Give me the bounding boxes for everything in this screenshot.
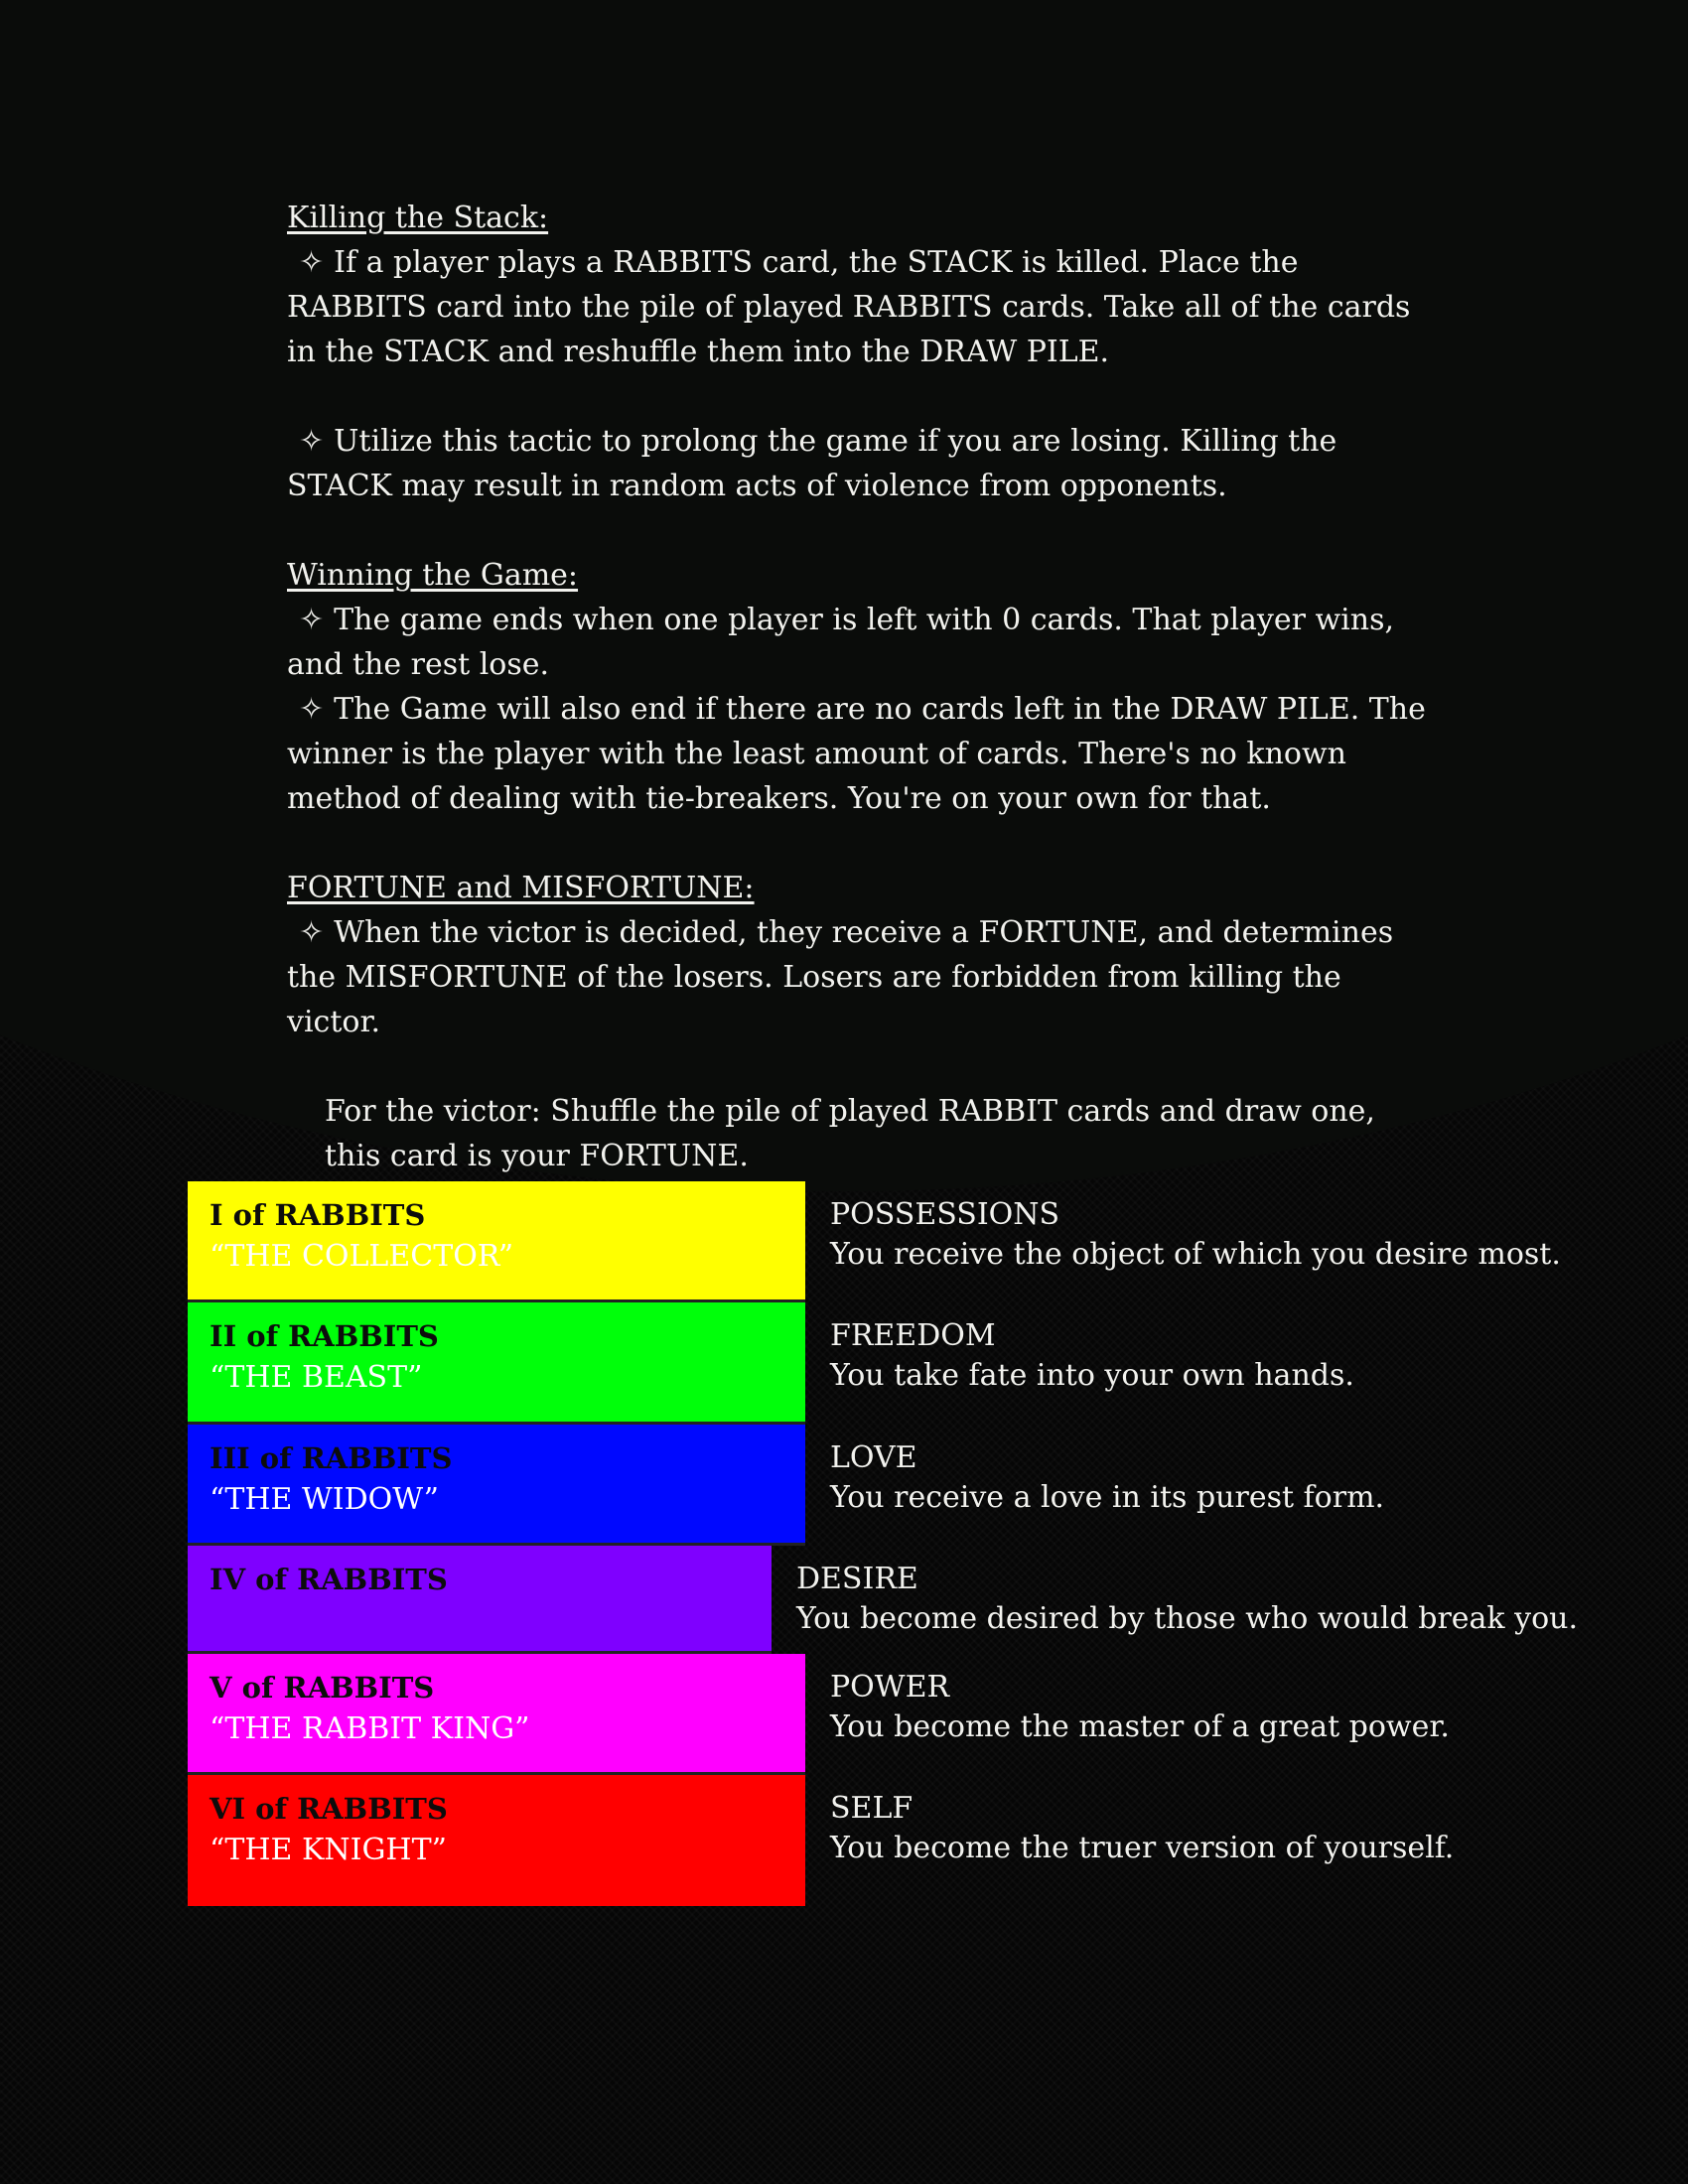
fortune-table bbox=[188, 1181, 1578, 1906]
fortune-meaning bbox=[805, 1425, 1384, 1546]
card-number: VI of RABBITS bbox=[210, 1792, 448, 1826]
card-number: II of RABBITS bbox=[210, 1319, 439, 1353]
winning-bullet-1-text: The game ends when one player is left with 0 cards. That player wins, and the rest lose. bbox=[287, 603, 1395, 682]
fortune-bullet-1 bbox=[287, 910, 1429, 1044]
fortune-meaning bbox=[805, 1775, 1454, 1906]
killing-heading: Killing the Stack: bbox=[287, 201, 549, 235]
star-icon: ✧ bbox=[299, 245, 325, 280]
fortune-description: You become desired by those who would break you. bbox=[795, 1601, 1578, 1636]
fortune-description: You receive a love in its purest form. bbox=[830, 1480, 1385, 1515]
rabbit-card-5 bbox=[188, 1654, 805, 1775]
killing-bullet-1-text: If a player plays a RABBITS card, the STACK is killed. Place the RABBITS card into the pile of played RABBITS cards. Take all of the cards in the STACK and reshuffle them into the DRAW PILE. bbox=[287, 245, 1411, 369]
killing-bullet-1 bbox=[287, 240, 1429, 374]
fortune-meaning bbox=[772, 1546, 1578, 1654]
card-number: III of RABBITS bbox=[210, 1441, 453, 1475]
fortune-meaning bbox=[805, 1302, 1354, 1425]
killing-bullet-2-text: Utilize this tactic to prolong the game if you are losing. Killing the STACK may result in random acts of violence from opponents. bbox=[287, 424, 1337, 503]
fortune-title: POWER bbox=[830, 1670, 950, 1705]
rabbit-card-2 bbox=[188, 1302, 805, 1425]
star-icon: ✧ bbox=[299, 424, 325, 459]
fortune-row bbox=[188, 1546, 1578, 1654]
fortune-row bbox=[188, 1654, 1578, 1775]
winning-heading: Winning the Game: bbox=[287, 558, 579, 593]
fortune-description: You become the truer version of yourself. bbox=[830, 1831, 1455, 1865]
winning-bullet-2-text: The Game will also end if there are no cards left in the DRAW PILE. The winner is the player with the least amount of cards. There's no known method of dealing with tie-breakers. You're on your own for that. bbox=[287, 692, 1426, 816]
card-number: IV of RABBITS bbox=[210, 1563, 448, 1596]
card-number: I of RABBITS bbox=[210, 1198, 426, 1232]
fortune-row bbox=[188, 1775, 1578, 1906]
fortune-meaning bbox=[805, 1181, 1561, 1302]
star-icon: ✧ bbox=[299, 603, 325, 637]
card-name: “THE KNIGHT” bbox=[210, 1833, 447, 1867]
rabbit-card-3 bbox=[188, 1425, 805, 1546]
fortune-title: POSSESSIONS bbox=[830, 1197, 1060, 1232]
rules-text bbox=[287, 196, 1429, 1178]
star-icon: ✧ bbox=[299, 915, 325, 950]
fortune-title: DESIRE bbox=[795, 1562, 918, 1596]
fortune-row bbox=[188, 1181, 1578, 1302]
winning-bullet-2 bbox=[287, 687, 1429, 821]
card-name: “THE BEAST” bbox=[210, 1360, 423, 1395]
fortune-description: You take fate into your own hands. bbox=[830, 1358, 1354, 1393]
card-number: V of RABBITS bbox=[210, 1671, 435, 1705]
fortune-title: LOVE bbox=[830, 1440, 917, 1475]
rabbit-card-4 bbox=[188, 1546, 772, 1654]
killing-bullet-2 bbox=[287, 419, 1429, 508]
fortune-title: SELF bbox=[830, 1791, 914, 1826]
fortune-row bbox=[188, 1302, 1578, 1425]
fortune-row bbox=[188, 1425, 1578, 1546]
fortune-bullet-1-text: When the victor is decided, they receive a FORTUNE, and determines the MISFORTUNE of the losers. Losers are forbidden from killing the victor. bbox=[287, 915, 1394, 1039]
card-name: “THE WIDOW” bbox=[210, 1482, 440, 1517]
rabbit-card-1 bbox=[188, 1181, 805, 1302]
fortune-description: You become the master of a great power. bbox=[830, 1709, 1450, 1744]
fortune-meaning bbox=[805, 1654, 1450, 1775]
card-name: “THE COLLECTOR” bbox=[210, 1239, 514, 1274]
rabbit-card-6 bbox=[188, 1775, 805, 1906]
star-icon: ✧ bbox=[299, 692, 325, 727]
fortune-heading: FORTUNE and MISFORTUNE: bbox=[287, 871, 755, 905]
fortune-description: You receive the object of which you desire most. bbox=[830, 1237, 1561, 1272]
fortune-title: FREEDOM bbox=[830, 1318, 996, 1353]
victor-note: For the victor: Shuffle the pile of played RABBIT cards and draw one, this card is your FORTUNE. bbox=[325, 1094, 1375, 1173]
card-name: “THE RABBIT KING” bbox=[210, 1711, 530, 1746]
winning-bullet-1 bbox=[287, 598, 1429, 687]
